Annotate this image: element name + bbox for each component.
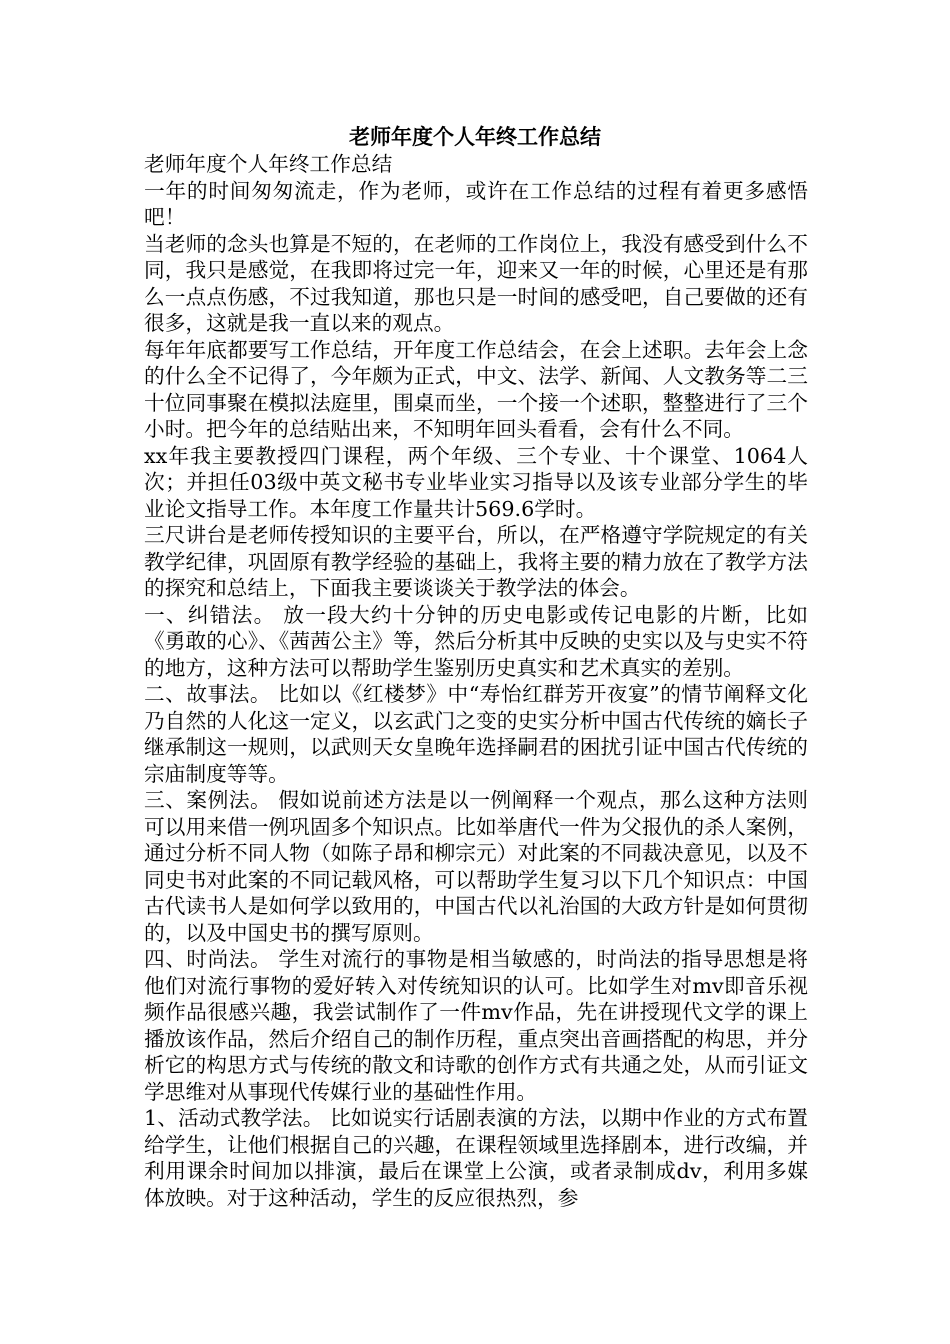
paragraph-intro: 一年的时间匆匆流走，作为老师，或许在工作总结的过程有着更多感悟吧！	[144, 178, 808, 229]
paragraph-method-case: 三、案例法。 假如说前述方法是以一例阐释一个观点，那么这种方法则可以用来借一例巩固多个知识点。比如举唐代一件为父报仇的杀人案例，通过分析不同人物（如陈子昂和柳宗元）对此案的不同裁决意见，以及不同史书对此案的不同记载风格，可以帮助学生复习以下几个知识点：中国古代读书人是如何学以致用的，中国古代以礼治国的大政方针是如何贯彻的，以及中国史书的撰写原则。	[144, 788, 808, 945]
document-title: 老师年度个人年终工作总结	[349, 125, 601, 149]
paragraph-teaching-platform: 三尺讲台是老师传授知识的主要平台，所以，在严格遵守学院规定的有关教学纪律，巩固原有教学经验的基础上，我将主要的精力放在了教学方法的探究和总结上，下面我主要谈谈关于教学法的体会。	[144, 523, 808, 600]
document-body	[144, 151, 808, 1211]
paragraph-subtitle: 老师年度个人年终工作总结	[144, 152, 393, 176]
paragraph-workload: xx年我主要教授四门课程，两个年级、三个专业、十个课堂、1064人次；并担任03级中英文秘书专业毕业实习指导以及该专业部分学生的毕业论文指导工作。本年度工作量共计569.6学时。	[144, 443, 808, 521]
paragraph-method-activity: 1、活动式教学法。 比如说实行话剧表演的方法，以期中作业的方式布置给学生，让他们根据自己的兴趣，在课程领域里选择剧本，进行改编，并利用课余时间加以排演，最后在课堂上公演，或者录制成dv，利用多媒体放映。对于这种活动，学生的反应很热烈，参	[144, 1106, 808, 1210]
paragraph-method-correction: 一、纠错法。 放一段大约十分钟的历史电影或传记电影的片断，比如《勇敢的心》、《茜茜公主》等，然后分析其中反映的史实以及与史实不符的地方，这种方法可以帮助学生鉴别历史真实和艺术真实的差别。	[144, 602, 808, 680]
paragraph-method-fashion: 四、时尚法。 学生对流行的事物是相当敏感的，时尚法的指导思想是将他们对流行事物的爱好转入对传统知识的认可。比如学生对mv即音乐视频作品很感兴趣，我尝试制作了一件mv作品，先在讲授现代文学的课上播放该作品，然后介绍自己的制作历程，重点突出音画搭配的构思，并分析它的构思方式与传统的散文和诗歌的创作方式有共通之处，从而引证文学思维对从事现代传媒行业的基础性作用。	[144, 947, 808, 1104]
paragraph-method-story: 二、故事法。 比如以《红楼梦》中“寿怡红群芳开夜宴”的情节阐释文化乃自然的人化这一定义，以玄武门之变的史实分析中国古代传统的嫡长子继承制这一规则，以武则天女皇晚年选择嗣君的困扰引证中国古代传统的宗庙制度等等。	[144, 682, 808, 786]
paragraph-feeling: 当老师的念头也算是不短的，在老师的工作岗位上，我没有感受到什么不同，我只是感觉，在我即将过完一年，迎来又一年的时候，心里还是有那么一点点伤感，不过我知道，那也只是一时间的感受吧，自己要做的还有很多，这就是我一直以来的观点。	[144, 231, 808, 335]
paragraph-annual-meeting: 每年年底都要写工作总结，开年度工作总结会，在会上述职。去年会上念的什么全不记得了，今年颇为正式，中文、法学、新闻、人文教务等二三十位同事聚在模拟法庭里，围桌而坐，一个接一个述职，整整进行了三个小时。把今年的总结贴出来，不知明年回头看看，会有什么不同。	[144, 337, 808, 441]
